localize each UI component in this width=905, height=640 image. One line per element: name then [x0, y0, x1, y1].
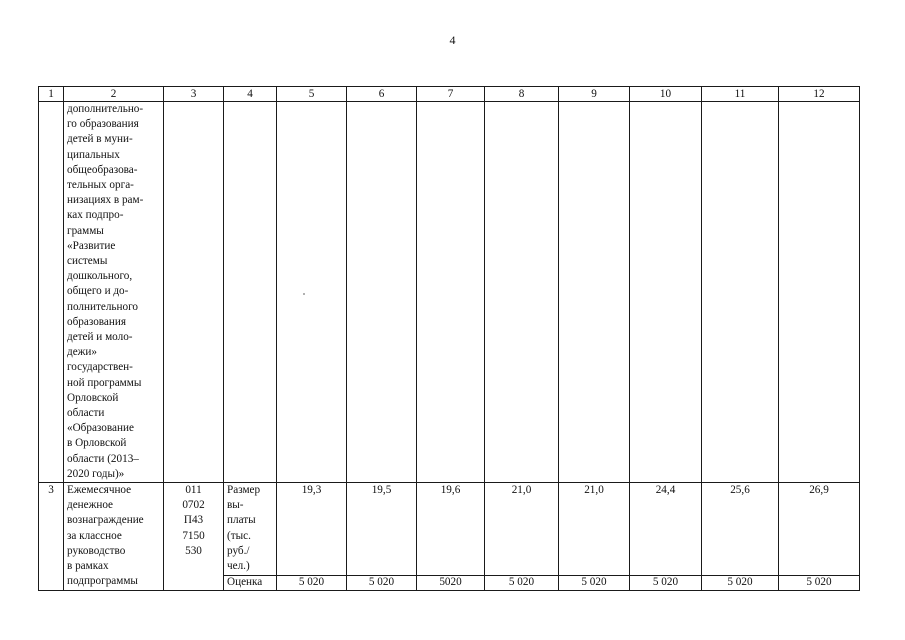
eval-value-cell: 5 020 [347, 576, 417, 590]
item-3-row [39, 483, 860, 576]
cont-empty-cell [224, 102, 277, 483]
eval-value-cell: 5 020 [485, 576, 559, 590]
cont-empty-cell [559, 102, 630, 483]
cont-empty-cell [164, 102, 224, 483]
indicator-payment-size: Размер вы- платы (тыс. руб./ чел.) [224, 483, 277, 576]
value-cell: 19,6 [417, 483, 485, 576]
continuation-text: дополнительно- го образования детей в муни- ципальных общеобразова- тельных орга- низациях в рам- ках подпро- граммы «Развитие системы дошкольного, общего и до- полнительного образования детей и моло- дежи» государствен- ной программы Орловской области «Образование в Орловской области (2013– 2020 годы)» [64, 102, 164, 483]
value-cell: 24,4 [630, 483, 702, 576]
value-cell: 25,6 [702, 483, 779, 576]
value-cell: 21,0 [485, 483, 559, 576]
header-cell-10: 10 [630, 87, 702, 102]
eval-value-cell: 5 020 [559, 576, 630, 590]
cont-empty-cell [485, 102, 559, 483]
item-number: 3 [39, 483, 64, 590]
cont-empty-cell [347, 102, 417, 483]
header-cell-2: 2 [64, 87, 164, 102]
eval-value-cell: 5020 [417, 576, 485, 590]
item-name: Ежемесячное денежное вознаграждение за классное руководство в рамках подпрограммы [64, 483, 164, 590]
header-cell-1: 1 [39, 87, 64, 102]
header-cell-4: 4 [224, 87, 277, 102]
value-cell: 19,5 [347, 483, 417, 576]
cont-empty-cell [779, 102, 860, 483]
header-cell-8: 8 [485, 87, 559, 102]
value-cell: 19,3 [277, 483, 347, 576]
header-cell-11: 11 [702, 87, 779, 102]
cont-empty-cell [702, 102, 779, 483]
cont-empty-cell [417, 102, 485, 483]
header-cell-3: 3 [164, 87, 224, 102]
indicator-evaluation: Оценка [224, 576, 277, 590]
header-cell-7: 7 [417, 87, 485, 102]
page-number: 4 [449, 33, 456, 47]
header-cell-6: 6 [347, 87, 417, 102]
value-cell: 21,0 [559, 483, 630, 576]
header-cell-5: 5 [277, 87, 347, 102]
budget-code: 011 0702 П43 7150 530 [164, 483, 224, 590]
value-cell: 26,9 [779, 483, 860, 576]
eval-value-cell: 5 020 [277, 576, 347, 590]
eval-value-cell: 5 020 [779, 576, 860, 590]
header-cell-9: 9 [559, 87, 630, 102]
header-row [39, 87, 860, 102]
cont-number-cell [39, 102, 64, 483]
eval-value-cell: 5 020 [702, 576, 779, 590]
continuation-row [39, 102, 860, 483]
header-cell-12: 12 [779, 87, 860, 102]
cont-empty-cell [277, 102, 347, 483]
program-table [38, 86, 860, 591]
eval-value-cell: 5 020 [630, 576, 702, 590]
cont-empty-cell [630, 102, 702, 483]
